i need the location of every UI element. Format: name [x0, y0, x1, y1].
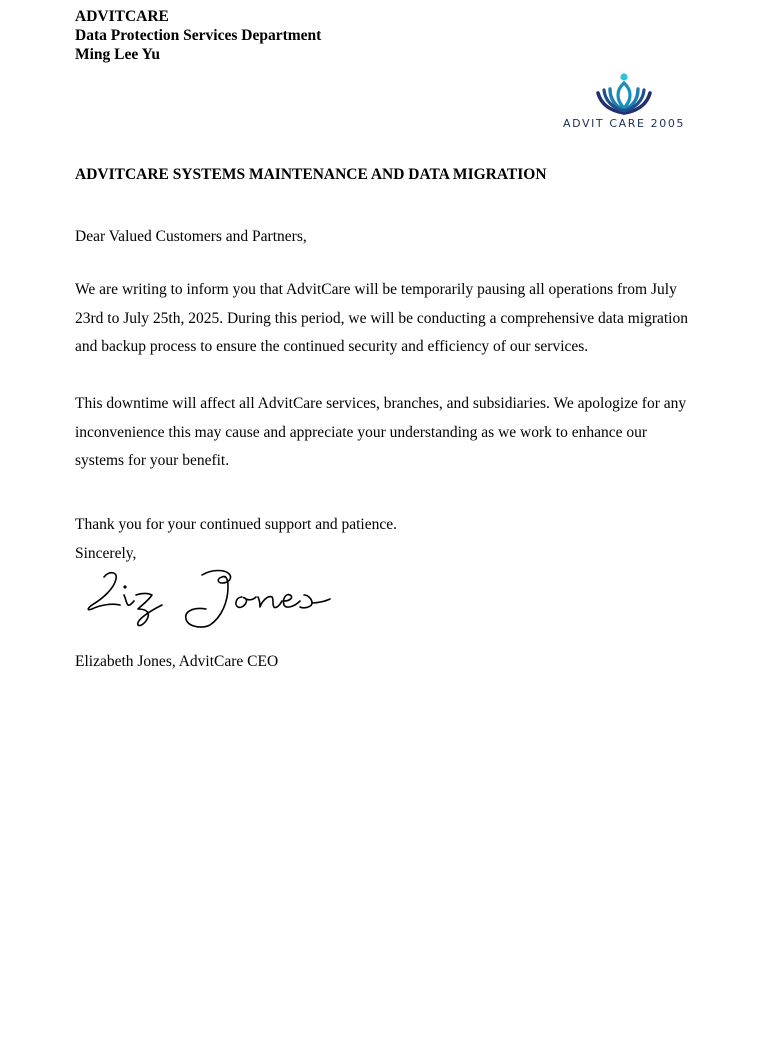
- closing: [75, 511, 397, 568]
- letterhead: [75, 7, 321, 64]
- sender-name: Ming Lee Yu: [75, 46, 160, 63]
- signer-name: Elizabeth Jones, AdvitCare CEO: [75, 653, 279, 670]
- logo-text: ADVIT CARE 2005: [562, 117, 686, 130]
- thanks-line: Thank you for your continued support and patience.: [75, 516, 397, 533]
- signature-icon: [82, 565, 342, 635]
- signoff: Sincerely,: [75, 544, 137, 562]
- paragraph-1: We are writing to inform you that AdvitCare will be temporarily pausing all operations from July 23rd to July 25th, 2025. During this period, we will be conducting a comprehensive data migration and backup process to ensure the continued security and efficiency of our services.: [75, 281, 688, 356]
- department-name: Data Protection Services Department: [75, 27, 322, 44]
- company-logo: [558, 72, 690, 134]
- paragraph-2: This downtime will affect all AdvitCare services, branches, and subsidiaries. We apologize for any inconvenience this may cause and appreciate your understanding as we work to enhance our systems for your benefit.: [75, 395, 687, 470]
- company-name: ADVITCARE: [75, 8, 169, 25]
- letter-subject: ADVITCARE SYSTEMS MAINTENANCE AND DATA MIGRATION: [75, 166, 547, 183]
- lotus-logo-icon: [592, 72, 656, 116]
- salutation: Dear Valued Customers and Partners,: [75, 228, 307, 245]
- handwritten-signature: [82, 565, 342, 635]
